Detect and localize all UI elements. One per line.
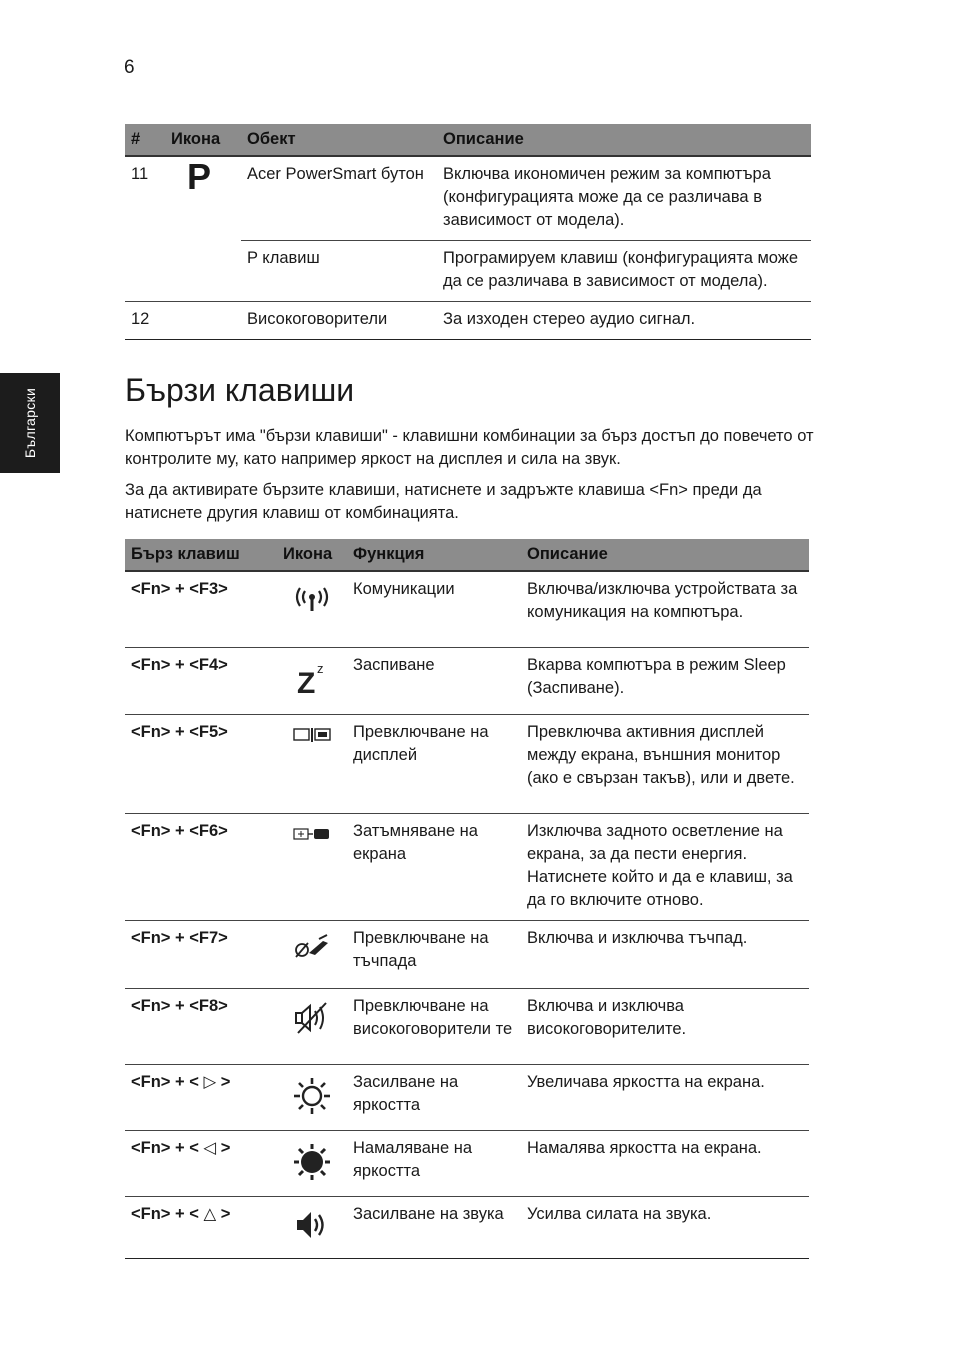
row-description: Програмируем клавиш (конфигурацията може да се различава в зависимост от модела). — [443, 249, 799, 290]
row-object: Acer PowerSmart бутон — [241, 156, 437, 241]
table-row — [125, 156, 811, 241]
p-key-icon: P — [187, 156, 212, 197]
function: Засилване на звука — [353, 1204, 504, 1223]
table-row — [125, 571, 809, 647]
description: Включва и изключва тъчпад. — [527, 928, 748, 947]
description: Намалява яркостта на екрана. — [527, 1138, 762, 1157]
description: Включва и изключва високоговорителите. — [527, 996, 687, 1038]
display-toggle-icon — [293, 727, 331, 743]
hotkey: <Fn> + <F3> — [131, 580, 228, 598]
function: Комуникации — [353, 580, 455, 598]
header-object: Обект — [241, 124, 437, 156]
header-num: # — [125, 124, 165, 156]
header-function: Функция — [347, 539, 521, 571]
instruction-paragraph: За да активирате бързите клавиши, натиснете и задръжте клавиша <Fn> преди да натиснете другия клавиш от комбинацията. — [125, 481, 762, 522]
row-num — [125, 241, 165, 302]
header-description: Описание — [437, 124, 811, 156]
hotkey: <Fn> + <F5> — [131, 722, 228, 741]
header-hotkey: Бърз клавиш — [125, 539, 277, 571]
description: Превключва активния дисплей между екрана, външния монитор (ако е свързан такъв), или и двете. — [527, 722, 795, 787]
hotkey: <Fn> + <F4> — [131, 655, 228, 674]
table-row — [125, 920, 809, 988]
table-row — [125, 813, 809, 920]
row-num: 11 — [131, 165, 149, 183]
side-tab-label: Български — [22, 387, 38, 459]
volume-up-icon — [295, 1209, 329, 1241]
row-icon — [165, 302, 241, 340]
description: Усилва силата на звука. — [527, 1204, 712, 1223]
hotkey: <Fn> + < ◁ > — [131, 1138, 231, 1157]
wireless-icon — [294, 584, 330, 614]
row-object: P клавиш — [247, 249, 320, 267]
page-number: 6 — [124, 57, 135, 78]
header-icon: Икона — [165, 124, 241, 156]
table-row — [125, 988, 809, 1064]
hotkey: <Fn> + <F8> — [131, 996, 228, 1015]
row-num: 12 — [131, 310, 150, 328]
table-row — [125, 647, 809, 714]
hotkeys-table — [125, 539, 809, 1259]
row-description: Включва икономичен режим за компютъра (конфигурацията може да се различава в зависимост от модела). — [437, 156, 811, 241]
table-row — [125, 1064, 809, 1130]
intro-paragraph: Компютърът има "бързи клавиши" - клавишни комбинации за бърз достъп до повечето от контролите му, като например яркост на дисплея и сила на звук. — [125, 427, 814, 468]
function: Засилване на яркостта — [353, 1072, 459, 1114]
table-row — [125, 1130, 809, 1196]
table-row — [125, 1196, 809, 1258]
svg-text:z: z — [317, 660, 324, 676]
screen-blank-icon — [293, 826, 331, 842]
function: Превключване на дисплей — [353, 722, 489, 764]
header-icon: Икона — [277, 539, 347, 571]
function: Заспиване — [353, 655, 435, 674]
svg-text:Z: Z — [297, 666, 316, 696]
description: Изключва задното осветление на екрана, за да пести енергия. Натиснете който и да е клавиш, за да го включите отново. — [527, 821, 793, 909]
sleep-icon — [295, 660, 329, 696]
components-table — [125, 124, 811, 340]
row-description: За изходен стерео аудио сигнал. — [443, 310, 696, 328]
touchpad-toggle-icon — [293, 933, 331, 959]
table-row — [125, 714, 809, 813]
function: Превключване на тъчпада — [353, 928, 489, 970]
function: Затъмняване на екрана — [353, 821, 478, 863]
header-description: Описание — [521, 539, 809, 571]
hotkey: <Fn> + <F7> — [131, 928, 228, 947]
speaker-toggle-icon — [294, 1001, 330, 1035]
description: Увеличава яркостта на екрана. — [527, 1072, 765, 1091]
hotkey: <Fn> + <F6> — [131, 821, 228, 840]
brightness-down-icon — [293, 1143, 331, 1181]
function: Превключване на високоговорители те — [353, 996, 513, 1038]
section-title: Бързи клавиши — [125, 372, 355, 408]
row-object: Високоговорители — [247, 310, 388, 328]
table-row — [125, 302, 811, 340]
function: Намаляване на яркостта — [353, 1138, 473, 1180]
hotkey: <Fn> + < △ > — [131, 1204, 231, 1223]
description: Вкарва компютъра в режим Sleep (Заспиване). — [527, 655, 786, 697]
brightness-up-icon — [293, 1077, 331, 1115]
description: Включва/изключва устройствата за комуникация на компютъра. — [527, 580, 798, 621]
hotkey: <Fn> + < ▷ > — [131, 1072, 231, 1091]
language-side-tab — [0, 373, 60, 473]
